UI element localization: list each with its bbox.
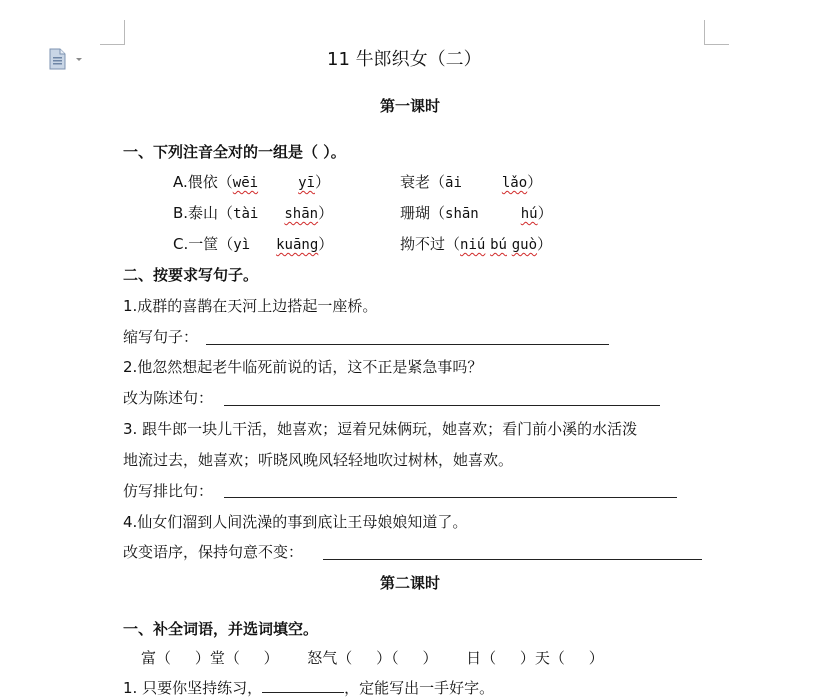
bracket-close: ） [537,235,553,253]
answer-prompt: 改变语序，保持句意不变： [123,543,304,561]
option-b-label: B.泰山（ [173,204,234,222]
pinyin: tài [233,206,259,222]
answer-line[interactable] [206,344,609,345]
document-icon[interactable] [48,48,70,70]
fill-in-text: ，定能写出一手好字。 [344,679,495,697]
pinyin: niú [460,237,486,253]
answer-prompt: 仿写排比句： [123,482,214,500]
page-corner-mark-top-right [704,20,729,45]
sentence-item: 2.他忽然想起老牛临死前说的话，这不正是紧急事吗？ [123,358,483,376]
lesson-one-title: 第一课时 [380,97,441,115]
lesson-two-title: 第二课时 [380,574,441,592]
bracket-close: ） [537,204,553,222]
option-c-label: C.一筐（ [173,235,234,253]
page-title: 11 牛郎织女（二） [327,49,482,70]
word-label: 衰老（ [400,173,446,191]
answer-prompt: 改为陈述句： [123,389,214,407]
bracket-close: ） [314,173,330,191]
pinyin: hú [520,206,538,222]
option-c [173,234,333,255]
option-b [173,203,333,224]
question-two-heading: 二、按要求写句子。 [123,266,259,284]
blank-line[interactable] [262,678,344,693]
pinyin: yī [298,175,315,191]
option-a-word-two [400,172,542,193]
fill-in-text: 1. 只要你坚持练习， [123,679,263,697]
option-b-word-two [400,203,553,224]
answer-prompt: 缩写句子： [123,328,199,346]
page-corner-mark-top-left [100,20,125,45]
sentence-item: 1.成群的喜鹊在天河上边搭起一座桥。 [123,297,378,315]
answer-line[interactable] [323,559,702,560]
pinyin: guò [511,237,538,253]
bracket-close: ） [527,173,543,191]
sentence-item-continued: 地流过去，她喜欢；听晓风晚风轻轻地吹过树林，她喜欢。 [123,451,514,469]
pinyin: shān [284,206,319,222]
answer-line[interactable] [224,405,660,406]
word-completion-row: 富（ ）堂（ ） 怒气（ ）（ ） 日（ ）天（ ） [141,649,604,667]
option-a-label: A.偎依（ [173,173,233,191]
pinyin: lǎo [501,175,528,191]
pinyin: āi [445,175,462,191]
pinyin: shān [445,206,479,222]
answer-line[interactable] [224,497,677,498]
bracket-close: ） [318,204,334,222]
pinyin: bú [490,237,507,253]
pinyin: kuāng [276,237,319,253]
sentence-item: 4.仙女们溜到人间洗澡的事到底让王母娘娘知道了。 [123,513,468,531]
section-two-question-heading: 一、补全词语，并选词填空。 [123,620,319,638]
question-one-heading: 一、下列注音全对的一组是（ ）。 [123,143,346,161]
bracket-close: ） [318,235,334,253]
fill-in-item [123,678,494,698]
word-label: 珊瑚（ [400,204,446,222]
pinyin: wēi [232,175,259,191]
option-a [173,172,330,193]
option-c-word-two [400,234,552,255]
sentence-item: 3. 跟牛郎一块儿干活，她喜欢；逗着兄妹俩玩，她喜欢；看门前小溪的水活泼 [123,420,638,438]
pinyin: yì [233,237,251,253]
word-label: 拗不过（ [400,235,461,253]
